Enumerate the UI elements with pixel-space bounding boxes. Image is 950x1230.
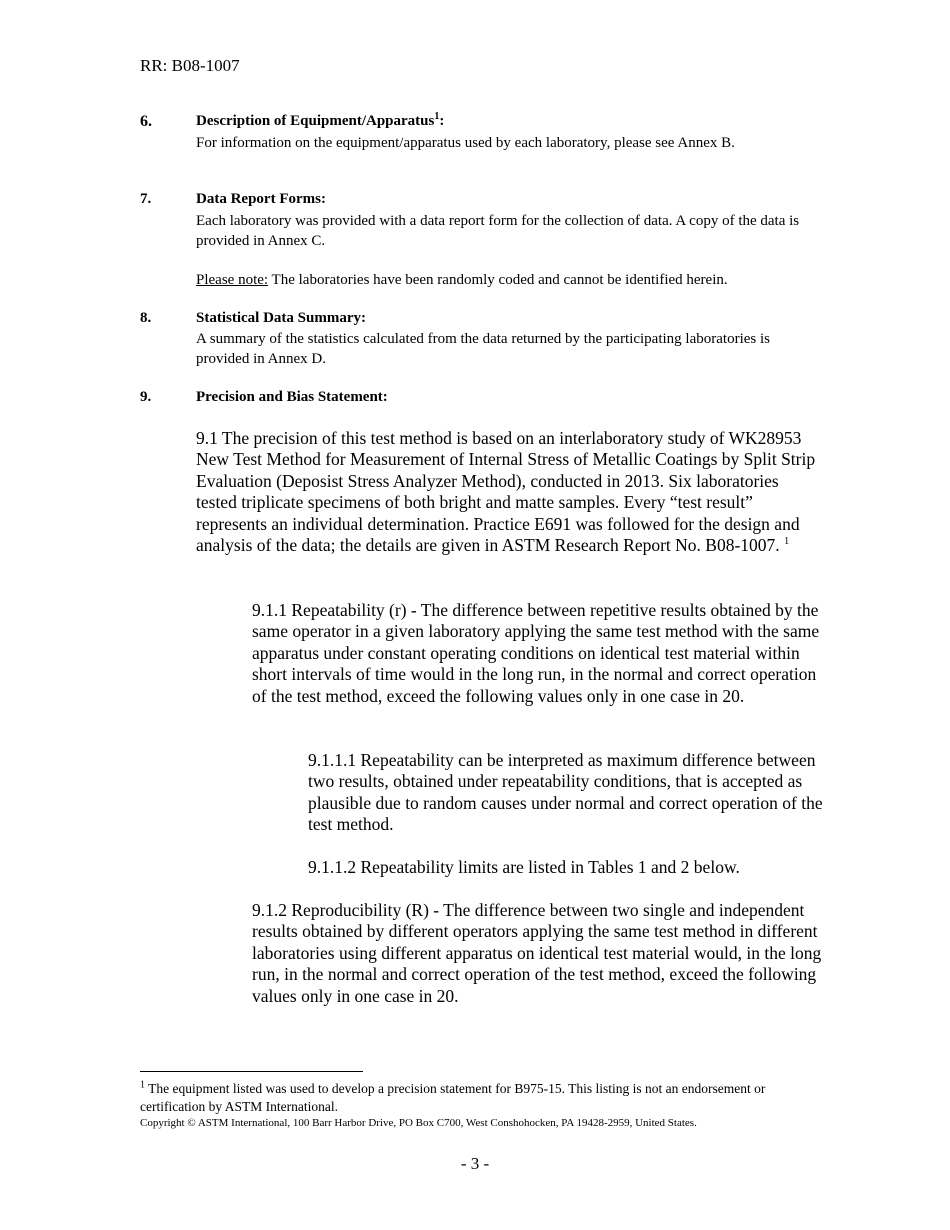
section-6-colon: : [439, 113, 445, 129]
paragraph-9-1-1-1: 9.1.1.1 Repeatability can be interpreted as maximum difference between two results, obtained under repeatability conditions, that is accepted as plausible due to random causes under normal and correct operation of the test method. [308, 750, 823, 835]
section-6-body: For information on the equipment/apparatus used by each laboratory, please see Annex B. [196, 135, 735, 151]
page-number: - 3 - [460, 1154, 490, 1173]
paragraph-9-1 [196, 428, 816, 556]
section-8-heading: Statistical Data Summary: [196, 310, 366, 326]
section-8-number: 8. [140, 310, 152, 326]
note-text: The laboratories have been randomly coded and cannot be identified herein. [268, 272, 728, 288]
footnote-text: The equipment listed was used to develop a precision statement for B975-15. This listing is not an endorsement or certification by ASTM International. [140, 1081, 766, 1114]
footnote-marker: 1 [140, 1079, 145, 1091]
report-reference: RR: B08-1007 [140, 56, 240, 75]
section-6-number: 6. [140, 113, 152, 130]
paragraph-9-1-1-2: 9.1.1.2 Repeatability limits are listed in Tables 1 and 2 below. [308, 857, 740, 877]
paragraph-9-1-2: 9.1.2 Reproducibility (R) - The difference between two single and independent results obtained by different operators applying the same test method in different laboratories using different apparatus on identical test material would, in the long run, in the normal and correct operation of the test method, exceed the following values only in one case in 20. [252, 900, 822, 1006]
paragraph-9-1-1: 9.1.1 Repeatability (r) - The difference between repetitive results obtained by the same operator in a given laboratory applying the same test method with the same apparatus under constant operating conditions on identical test material within short intervals of time would in the long run, in the normal and correct operation of the test method, exceed the following values only in one case in 20. [252, 600, 820, 706]
paragraph-9-1-text: 9.1 The precision of this test method is based on an interlaboratory study of WK28953 New Test Method for Measurement of Internal Stress of Metallic Coatings by Split Strip Evaluation (Deposist Stress Analyzer Method), conducted in 2013. Six laboratories tested triplicate specimens of both bright and matte samples. Every “test result” represents an individual determination. Practice E691 was followed for the design and analysis of the data; the details are given in ASTM Research Report No. B08-1007. [196, 428, 816, 556]
section-9-number: 9. [140, 389, 152, 405]
copyright-notice: Copyright © ASTM International, 100 Barr Harbor Drive, PO Box C700, West Conshohocken, PA 19428-2959, United States. [140, 1117, 697, 1129]
footnote [140, 1080, 800, 1116]
section-6-title: Description of Equipment/Apparatus [196, 113, 435, 129]
note-label: Please note: [196, 272, 269, 288]
section-8-body: A summary of the statistics calculated from the data returned by the participating laboratories is provided in Annex D. [196, 331, 770, 367]
section-7-number: 7. [140, 191, 152, 207]
section-7-note [196, 270, 816, 290]
footnote-ref: 1 [434, 111, 440, 122]
section-7-body: Each laboratory was provided with a data report form for the collection of data. A copy of the data is provided in Annex C. [196, 213, 800, 249]
section-9-heading: Precision and Bias Statement: [196, 389, 388, 405]
footnote-ref: 1 [784, 536, 790, 548]
section-6-heading [196, 113, 444, 130]
footnote-separator [140, 1071, 363, 1072]
section-7-heading: Data Report Forms: [196, 191, 326, 207]
